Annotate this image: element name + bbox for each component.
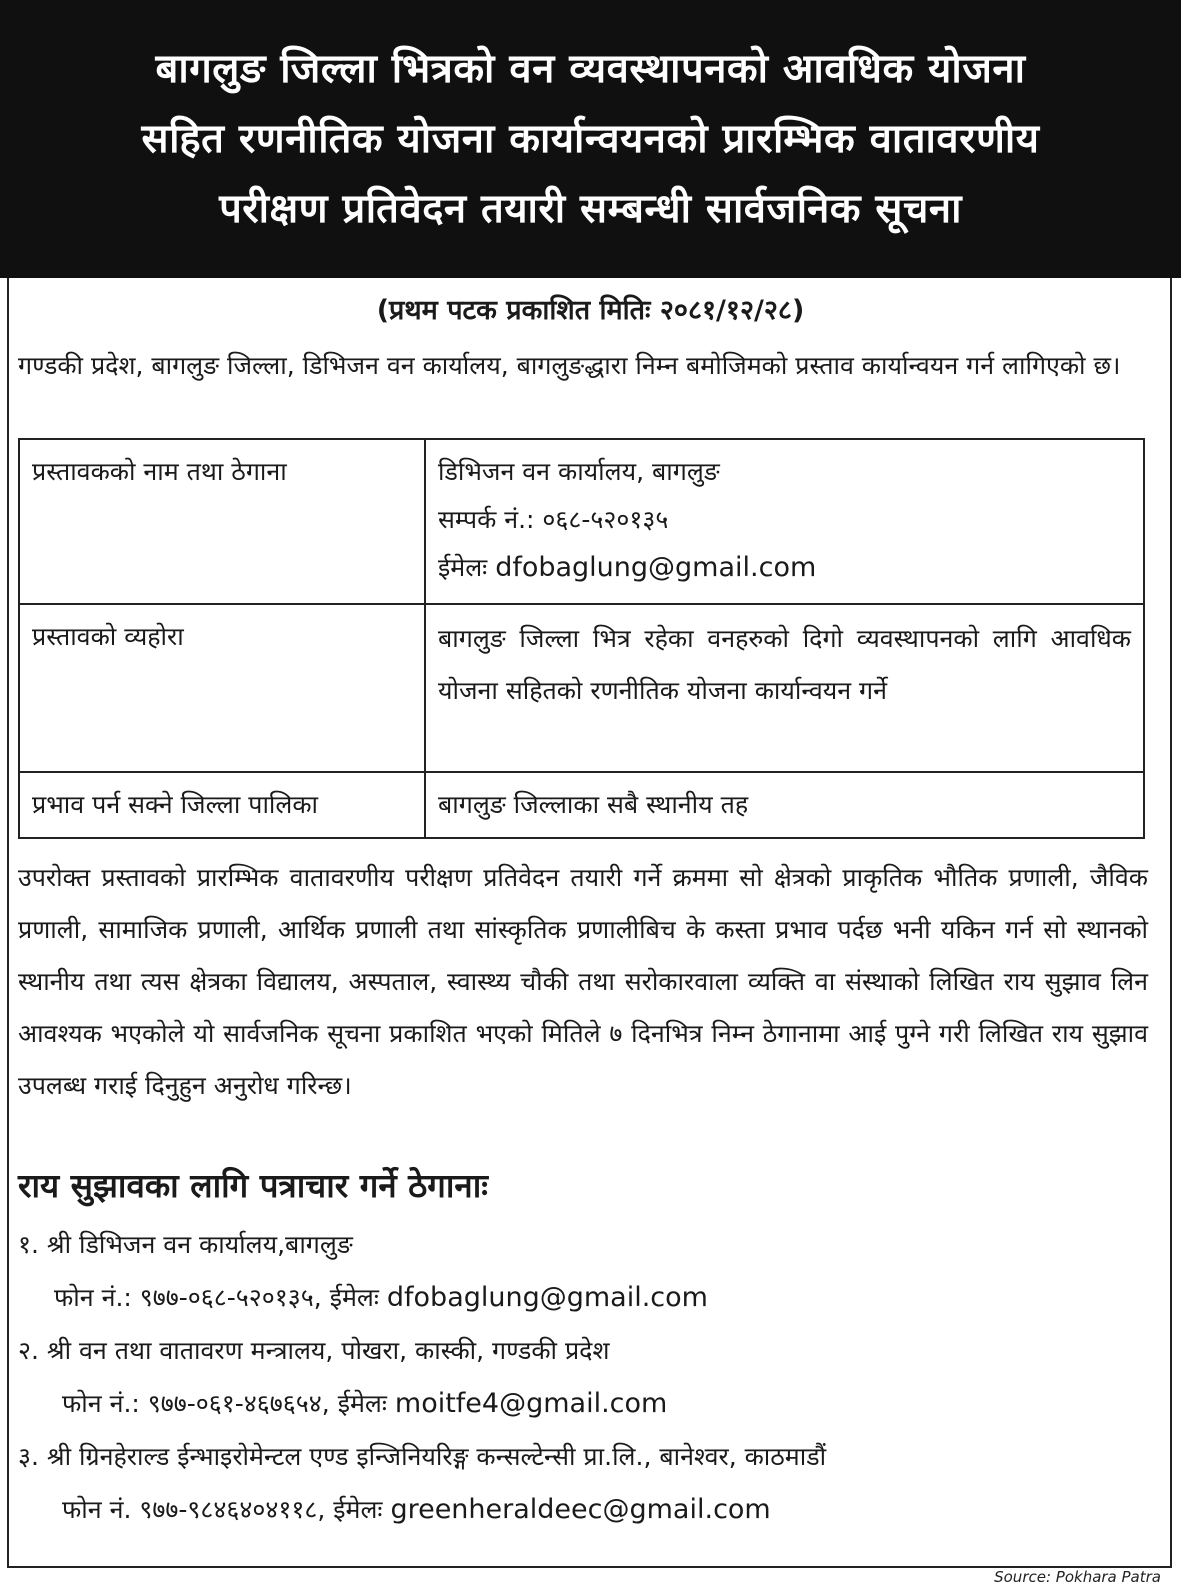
notice-title-line-2: सहित रणनीतिक योजना कार्यान्वयनको प्रारम्भिक वातावरणीय — [141, 116, 1040, 162]
proposal-subject-label-text: प्रस्तावको व्यहोरा — [32, 622, 184, 651]
affected-area-label-text: प्रभाव पर्न सक्ने जिल्ला पालिका — [32, 790, 319, 819]
proposal-subject-label — [19, 604, 425, 772]
contact-2-phone: फोन नं.: ९७७-०६१-४६७६५४, ईमेलः — [62, 1389, 387, 1418]
table-row — [19, 772, 1144, 838]
contact-2-line: २. श्री वन तथा वातावरण मन्त्रालय, पोखरा, कास्की, गण्डकी प्रदेश — [18, 1336, 610, 1365]
proposer-email-label: ईमेलः — [438, 553, 488, 582]
contact-2-email: moitfe4@gmail.com — [394, 1388, 668, 1419]
affected-area-label — [19, 772, 425, 838]
publish-date: (प्रथम पटक प्रकाशित मितिः २०८१/१२/२८) — [376, 295, 805, 326]
body-paragraph: उपरोक्त प्रस्तावको प्रारम्भिक वातावरणीय परीक्षण प्रतिवेदन तयारी गर्ने क्रममा सो क्षेत्रको प्राकृतिक भौतिक प्रणाली, जैविक प्रणाली, सामाजिक प्रणाली, आर्थिक प्रणाली तथा सांस्कृतिक प्रणालीबिच के कस्ता प्रभाव पर्दछ भनी यकिन गर्न सो स्थानको स्थानीय तथा त्यस क्षेत्रका विद्यालय, अस्पताल, स्वास्थ्य चौकी तथा सरोकारवाला व्यक्ति वा संस्थाको लिखित राय सुझाव लिन आवश्यक भएकोले यो सार्वजनिक सूचना प्रकाशित भएको मितिले ७ दिनभित्र निम्न ठेगानामा आई पुग्ने गरी लिखित राय सुझाव उपलब्ध गराई दिनुहुन अनुरोध गरिन्छ। — [18, 863, 1148, 1100]
contact-1-line: १. श्री डिभिजन वन कार्यालय,बागलुङ — [18, 1230, 353, 1259]
contact-3-details — [18, 1483, 1158, 1536]
contact-heading: राय सुझावका लागि पत्राचार गर्ने ठेगानाः — [18, 1166, 488, 1205]
contact-3-email: greenheraldeec@gmail.com — [390, 1494, 771, 1525]
notice-title-line-3: परीक्षण प्रतिवेदन तयारी सम्बन्धी सार्वजनिक सूचना — [219, 186, 962, 232]
proposer-email: dfobaglung@gmail.com — [495, 552, 817, 583]
proposer-label-text: प्रस्तावकको नाम तथा ठेगाना — [32, 457, 287, 486]
contact-1-phone: फोन नं.: ९७७-०६८-५२०१३५, ईमेलः — [54, 1283, 379, 1312]
proposal-info-table — [18, 438, 1145, 839]
contact-1-details — [18, 1271, 1158, 1324]
table-row — [19, 439, 1144, 604]
proposer-email-line — [438, 544, 1131, 592]
proposer-phone: सम्पर्क नं.: ०६८-५२०१३५ — [438, 505, 669, 534]
table-row — [19, 604, 1144, 772]
source-credit: Source: Pokhara Patra — [994, 1568, 1161, 1586]
intro-paragraph: गण्डकी प्रदेश, बागलुङ जिल्ला, डिभिजन वन कार्यालय, बागलुङद्धारा निम्न बमोजिमको प्रस्ताव कार्यान्वयन गर्न लागिएको छ। — [18, 351, 1121, 380]
notice-title-box — [0, 0, 1181, 278]
proposer-value — [425, 439, 1144, 604]
proposal-subject-value — [425, 604, 1144, 772]
proposer-name: डिभिजन वन कार्यालय, बागलुङ — [438, 457, 720, 486]
proposal-subject-text: बागलुङ जिल्ला भित्र रहेका वनहरुको दिगो व्यवस्थापनको लागि आवधिक योजना सहितको रणनीतिक योजना कार्यान्वयन गर्ने — [438, 624, 1131, 705]
affected-area-value — [425, 772, 1144, 838]
contact-1-email: dfobaglung@gmail.com — [386, 1282, 708, 1313]
notice-title-line-1: बागलुङ जिल्ला भित्रको वन व्यवस्थापनको आवधिक योजना — [155, 46, 1026, 92]
affected-area-text: बागलुङ जिल्लाका सबै स्थानीय तह — [438, 790, 749, 819]
contact-list — [18, 1218, 1158, 1536]
proposer-label — [19, 439, 425, 604]
contact-2-details — [18, 1377, 1158, 1430]
contact-3-line: ३. श्री ग्रिनहेराल्ड ईन्भाइरोमेन्टल एण्ड इन्जिनियरिङ्ग कन्सल्टेन्सी प्रा.लि., बानेश्वर, काठमाडौं — [18, 1442, 827, 1471]
contact-3-phone: फोन नं. ९७७-९८४६४०४११८, ईमेलः — [62, 1495, 383, 1524]
